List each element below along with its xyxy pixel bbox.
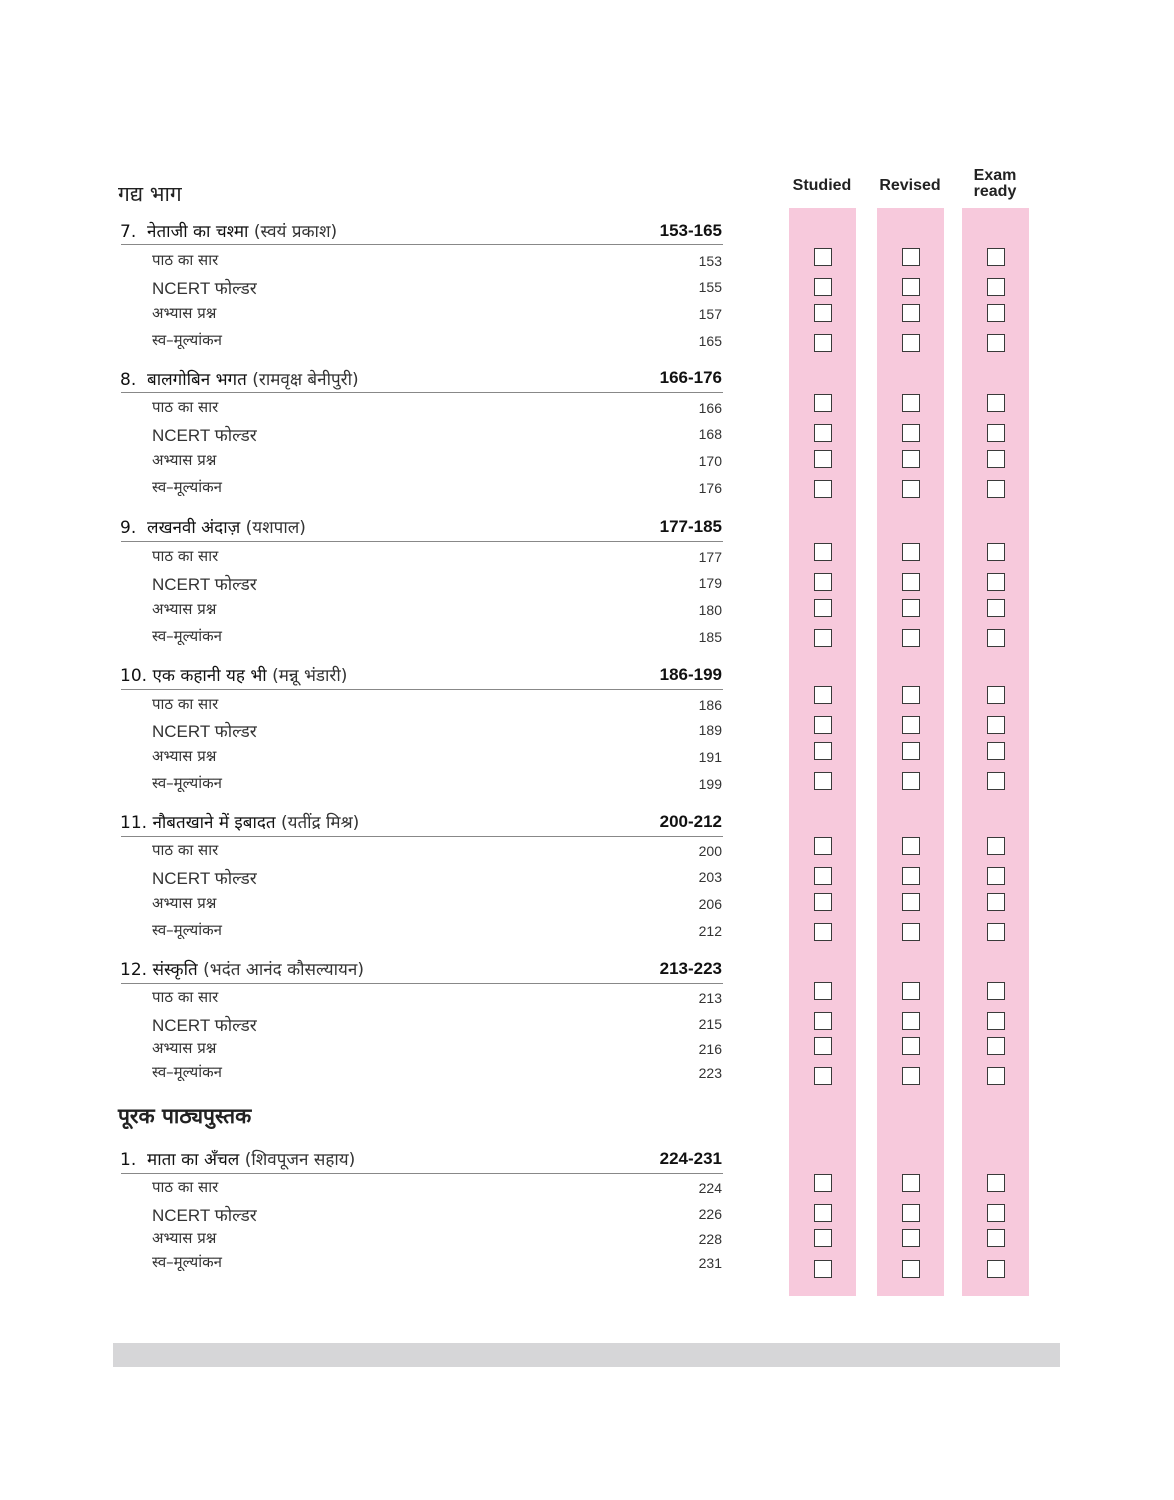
revised-checkbox[interactable] (902, 716, 920, 734)
studied-checkbox[interactable] (814, 837, 832, 855)
studied-checkbox[interactable] (814, 923, 832, 941)
exam-ready-checkbox[interactable] (987, 1012, 1005, 1030)
exam-ready-checkbox[interactable] (987, 742, 1005, 760)
chapter-name: लखनवी अंदाज़ (147, 518, 241, 538)
chapter-divider (121, 1173, 723, 1174)
list-item-page: 179 (698, 575, 722, 591)
list-item-label: NCERT फोल्डर (152, 575, 257, 594)
list-item-page: 206 (698, 896, 722, 912)
revised-checkbox[interactable] (902, 278, 920, 296)
revised-checkbox[interactable] (902, 1260, 920, 1278)
list-item-label: अभ्यास प्रश्न (152, 1039, 217, 1057)
exam-ready-checkbox[interactable] (987, 1037, 1005, 1055)
list-item-page: 185 (698, 629, 722, 645)
exam-ready-checkbox[interactable] (987, 982, 1005, 1000)
list-item-label: पाठ का सार (152, 988, 219, 1006)
revised-checkbox[interactable] (902, 1067, 920, 1085)
list-item-label: अभ्यास प्रश्न (152, 1229, 217, 1247)
list-item-label: अभ्यास प्रश्न (152, 747, 217, 765)
chapter-title (120, 1147, 355, 1170)
studied-checkbox[interactable] (814, 278, 832, 296)
exam-ready-checkbox[interactable] (987, 716, 1005, 734)
chapter-name: नौबतखाने में इबादत (152, 813, 276, 833)
exam-ready-checkbox[interactable] (987, 1229, 1005, 1247)
studied-checkbox[interactable] (814, 573, 832, 591)
exam-ready-checkbox[interactable] (987, 837, 1005, 855)
exam-ready-checkbox[interactable] (987, 686, 1005, 704)
exam-ready-checkbox[interactable] (987, 304, 1005, 322)
revised-checkbox[interactable] (902, 304, 920, 322)
chapter-page-range: 166-176 (659, 368, 722, 387)
chapter-number: 11. (120, 813, 148, 833)
revised-checkbox[interactable] (902, 450, 920, 468)
revised-checkbox[interactable] (902, 982, 920, 1000)
list-item-page: 155 (698, 279, 722, 295)
list-item-page: 226 (698, 1206, 722, 1222)
list-item-page: 199 (698, 776, 722, 792)
revised-checkbox[interactable] (902, 334, 920, 352)
chapter-divider (121, 392, 723, 393)
exam-ready-header: Exam ready (973, 167, 1017, 200)
exam-ready-checkbox[interactable] (987, 1204, 1005, 1222)
exam-ready-checkbox[interactable] (987, 867, 1005, 885)
list-item-page: 170 (698, 453, 722, 469)
revised-checkbox[interactable] (902, 1204, 920, 1222)
list-item-label: स्व–मूल्यांकन (152, 478, 222, 496)
chapter-number: 1. (120, 1150, 137, 1170)
list-item-label: स्व–मूल्यांकन (152, 1063, 222, 1081)
list-item-page: 213 (698, 990, 722, 1006)
studied-checkbox[interactable] (814, 1174, 832, 1192)
studied-checkbox[interactable] (814, 1037, 832, 1055)
studied-checkbox[interactable] (814, 450, 832, 468)
chapter-name: नेताजी का चश्मा (147, 222, 249, 242)
list-item-label: NCERT फोल्डर (152, 722, 257, 741)
studied-checkbox[interactable] (814, 716, 832, 734)
studied-checkbox[interactable] (814, 1229, 832, 1247)
list-item-page: 186 (698, 697, 722, 713)
list-item-label: पाठ का सार (152, 547, 219, 565)
chapter-number: 10. (120, 666, 148, 686)
studied-checkbox[interactable] (814, 1012, 832, 1030)
list-item-label: पाठ का सार (152, 251, 219, 269)
chapter-name: एक कहानी यह भी (152, 666, 267, 686)
exam-ready-checkbox[interactable] (987, 599, 1005, 617)
revised-checkbox[interactable] (902, 543, 920, 561)
chapter-divider (121, 244, 723, 245)
chapter-title (120, 810, 359, 833)
list-item-label: स्व–मूल्यांकन (152, 1253, 222, 1271)
studied-checkbox[interactable] (814, 304, 832, 322)
list-item-page: 157 (698, 306, 722, 322)
studied-checkbox[interactable] (814, 480, 832, 498)
list-item-label: पाठ का सार (152, 841, 219, 859)
chapter-page-range: 153-165 (659, 221, 722, 240)
exam-ready-checkbox[interactable] (987, 772, 1005, 790)
studied-checkbox[interactable] (814, 772, 832, 790)
revised-checkbox[interactable] (902, 837, 920, 855)
chapter-divider (121, 836, 723, 837)
list-item-page: 168 (698, 426, 722, 442)
list-item-page: 200 (698, 843, 722, 859)
chapter-page-range: 224-231 (659, 1149, 722, 1168)
revised-checkbox[interactable] (902, 1037, 920, 1055)
chapter-divider (121, 541, 723, 542)
list-item-label: NCERT फोल्डर (152, 869, 257, 888)
list-item-page: 228 (698, 1231, 722, 1247)
exam-ready-checkbox[interactable] (987, 893, 1005, 911)
chapter-number: 7. (120, 222, 137, 242)
revised-checkbox[interactable] (902, 893, 920, 911)
chapter-number: 9. (120, 518, 137, 538)
list-item-page: 177 (698, 549, 722, 565)
chapter-author: (स्वयं प्रकाश) (253, 222, 338, 242)
chapter-title (120, 367, 359, 390)
exam-ready-checkbox[interactable] (987, 248, 1005, 266)
list-item-label: स्व–मूल्यांकन (152, 627, 222, 645)
revised-checkbox[interactable] (902, 772, 920, 790)
exam-ready-checkbox[interactable] (987, 394, 1005, 412)
revised-checkbox[interactable] (902, 480, 920, 498)
footer-bar (113, 1343, 1060, 1367)
chapter-author: (यशपाल) (245, 518, 306, 538)
chapter-divider (121, 689, 723, 690)
chapter-page-range: 200-212 (659, 812, 722, 831)
chapter-number: 8. (120, 370, 137, 390)
revised-checkbox[interactable] (902, 1012, 920, 1030)
chapter-author: (यतींद्र मिश्र) (281, 813, 360, 833)
revised-checkbox[interactable] (902, 742, 920, 760)
list-item-label: अभ्यास प्रश्न (152, 894, 217, 912)
chapter-title (120, 219, 337, 242)
revised-checkbox[interactable] (902, 923, 920, 941)
section-title-prose: गद्य भाग (118, 182, 182, 206)
list-item-label: अभ्यास प्रश्न (152, 600, 217, 618)
revised-checkbox[interactable] (902, 629, 920, 647)
list-item-page: 189 (698, 722, 722, 738)
list-item-page: 224 (698, 1180, 722, 1196)
chapter-page-range: 213-223 (659, 959, 722, 978)
exam-ready-checkbox[interactable] (987, 543, 1005, 561)
exam-ready-checkbox[interactable] (987, 450, 1005, 468)
studied-checkbox[interactable] (814, 599, 832, 617)
revised-checkbox[interactable] (902, 573, 920, 591)
revised-checkbox[interactable] (902, 867, 920, 885)
exam-ready-checkbox[interactable] (987, 334, 1005, 352)
exam-ready-checkbox[interactable] (987, 424, 1005, 442)
revised-checkbox[interactable] (902, 424, 920, 442)
list-item-label: स्व–मूल्यांकन (152, 774, 222, 792)
studied-checkbox[interactable] (814, 686, 832, 704)
exam-ready-checkbox[interactable] (987, 573, 1005, 591)
chapter-name: माता का अँचल (147, 1150, 240, 1170)
list-item-label: NCERT फोल्डर (152, 279, 257, 298)
exam-ready-checkbox[interactable] (987, 923, 1005, 941)
studied-checkbox[interactable] (814, 1204, 832, 1222)
list-item-page: 153 (698, 253, 722, 269)
studied-header: Studied (792, 177, 852, 194)
chapter-number: 12. (120, 960, 148, 980)
chapter-title (120, 663, 347, 686)
revised-checkbox[interactable] (902, 248, 920, 266)
list-item-page: 215 (698, 1016, 722, 1032)
studied-checkbox[interactable] (814, 629, 832, 647)
revised-checkbox[interactable] (902, 686, 920, 704)
chapter-author: (भदंत आनंद कौसल्यायन) (203, 960, 364, 980)
chapter-author: (रामवृक्ष बेनीपुरी) (252, 370, 359, 390)
list-item-label: अभ्यास प्रश्न (152, 304, 217, 322)
chapter-divider (121, 983, 723, 984)
list-item-page: 165 (698, 333, 722, 349)
list-item-page: 203 (698, 869, 722, 885)
revised-header: Revised (879, 177, 941, 194)
section-title-supplementary: पूरक पाठ्यपुस्तक (118, 1104, 252, 1128)
list-item-page: 231 (698, 1255, 722, 1271)
studied-checkbox[interactable] (814, 424, 832, 442)
studied-checkbox[interactable] (814, 742, 832, 760)
list-item-label: NCERT फोल्डर (152, 426, 257, 445)
studied-checkbox[interactable] (814, 543, 832, 561)
list-item-page: 223 (698, 1065, 722, 1081)
list-item-label: पाठ का सार (152, 398, 219, 416)
exam-ready-checkbox[interactable] (987, 1174, 1005, 1192)
studied-checkbox[interactable] (814, 982, 832, 1000)
chapter-author: (मन्नू भंडारी) (272, 666, 348, 686)
list-item-label: पाठ का सार (152, 1178, 219, 1196)
list-item-label: अभ्यास प्रश्न (152, 451, 217, 469)
studied-checkbox[interactable] (814, 248, 832, 266)
chapter-name: बालगोबिन भगत (147, 370, 247, 390)
studied-checkbox[interactable] (814, 1067, 832, 1085)
list-item-page: 191 (698, 749, 722, 765)
studied-checkbox[interactable] (814, 893, 832, 911)
chapter-title (120, 957, 364, 980)
list-item-label: NCERT फोल्डर (152, 1016, 257, 1035)
exam-ready-checkbox[interactable] (987, 278, 1005, 296)
list-item-page: 166 (698, 400, 722, 416)
list-item-page: 180 (698, 602, 722, 618)
chapter-page-range: 186-199 (659, 665, 722, 684)
list-item-label: स्व–मूल्यांकन (152, 331, 222, 349)
revised-checkbox[interactable] (902, 1174, 920, 1192)
studied-checkbox[interactable] (814, 867, 832, 885)
studied-checkbox[interactable] (814, 334, 832, 352)
exam-ready-checkbox[interactable] (987, 1067, 1005, 1085)
list-item-page: 212 (698, 923, 722, 939)
chapter-author: (शिवपूजन सहाय) (244, 1150, 356, 1170)
revised-checkbox[interactable] (902, 1229, 920, 1247)
chapter-title (120, 515, 306, 538)
studied-checkbox[interactable] (814, 394, 832, 412)
list-item-page: 176 (698, 480, 722, 496)
list-item-label: पाठ का सार (152, 695, 219, 713)
list-item-label: NCERT फोल्डर (152, 1206, 257, 1225)
exam-ready-checkbox[interactable] (987, 629, 1005, 647)
exam-ready-checkbox[interactable] (987, 1260, 1005, 1278)
list-item-label: स्व–मूल्यांकन (152, 921, 222, 939)
revised-checkbox[interactable] (902, 394, 920, 412)
revised-checkbox[interactable] (902, 599, 920, 617)
studied-checkbox[interactable] (814, 1260, 832, 1278)
exam-ready-checkbox[interactable] (987, 480, 1005, 498)
chapter-page-range: 177-185 (659, 517, 722, 536)
list-item-page: 216 (698, 1041, 722, 1057)
chapter-name: संस्कृति (152, 960, 198, 980)
